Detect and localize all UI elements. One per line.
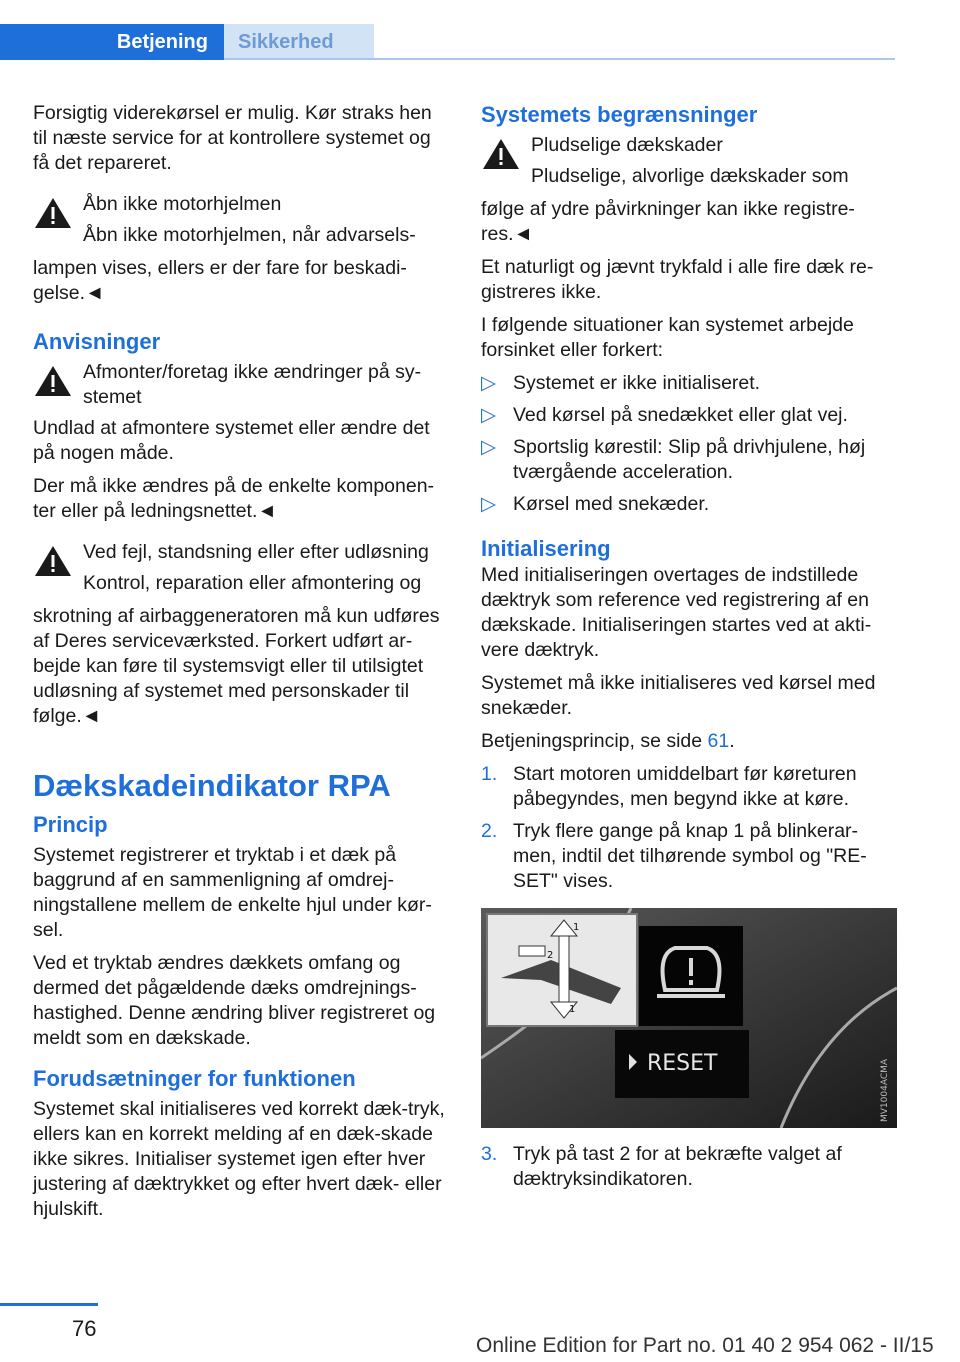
arrow-label: 1 — [569, 1004, 576, 1015]
heading-begraensninger: Systemets begrænsninger — [481, 102, 758, 127]
heading-anvisninger: Anvisninger — [33, 329, 161, 354]
bullet-triangle-icon: ▷ — [481, 372, 496, 394]
warning-body: Der må ikke ændres på de enkelte komponen-ter eller på ledningsnettet.◄ — [33, 475, 435, 522]
warning-body: Undlad at afmontere systemet eller ændre det på nogen måde. — [33, 417, 430, 464]
footer-edition: Online Edition for Part no. 01 40 2 954 062 - II/15 — [476, 1334, 934, 1357]
tab-sikkerhed[interactable]: Sikkerhed — [224, 24, 374, 60]
arrow-label: 1 — [573, 922, 580, 933]
list-item: ▷ Ved kørsel på snedækket eller glat vej. — [481, 404, 848, 426]
warning-title: Pludselige dækskader — [531, 134, 723, 156]
warning-triangle-icon — [481, 137, 521, 171]
paragraph: Forsigtig viderekørsel er mulig. Kør straks hen til næste service for at kontrollere systemet og få det repareret. — [33, 102, 432, 174]
left-column — [33, 101, 451, 1230]
instrument-cluster-image — [481, 908, 897, 1128]
warning-body: lampen vises, ellers er der fare for beskadi-gelse.◄ — [33, 257, 407, 304]
warning-block — [33, 360, 451, 524]
warning-title: Åbn ikke motorhjelmen — [83, 193, 282, 215]
reset-label: RESET — [647, 1051, 718, 1076]
heading-initialisering: Initialisering — [481, 536, 611, 561]
warning-subtitle: Åbn ikke motorhjelmen, når advarsels- — [83, 224, 416, 246]
warning-body: følge af ydre påvirkninger kan ikke registre-res.◄ — [481, 198, 855, 245]
warning-triangle-icon — [33, 364, 73, 398]
warning-body: skrotning af airbaggeneratoren må kun udføres af Deres serviceværksted. Forkert udført ar-bejde kan føre til systemsvigt eller til utilsigtet udløsning af systemet med personskader til følge.◄ — [33, 605, 440, 727]
warning-block — [481, 133, 883, 247]
steps-list — [481, 1142, 883, 1192]
chapter-tabs — [0, 24, 895, 62]
bullet-triangle-icon: ▷ — [481, 404, 496, 426]
figure-code: MV1004ACMA — [880, 1058, 890, 1122]
paragraph: I følgende situationer kan systemet arbejde forsinket eller forkert: — [481, 314, 854, 361]
list-item: 3. Tryk på tast 2 for at bekræfte valget af dæktryksindikatoren. — [481, 1143, 842, 1190]
arrow-label: 2 — [547, 950, 554, 961]
tab-betjening[interactable]: Betjening — [0, 24, 224, 60]
warning-block — [33, 540, 451, 729]
paragraph: Et naturligt og jævnt trykfald i alle fire dæk re-gistreres ikke. — [481, 256, 874, 303]
warning-subtitle: Kontrol, reparation eller afmontering og — [83, 572, 422, 594]
warning-triangle-icon — [33, 544, 73, 578]
bullet-triangle-icon: ▷ — [481, 493, 496, 515]
steps-list — [481, 762, 883, 894]
warning-block — [33, 192, 451, 306]
paragraph: Med initialiseringen overtages de indstillede dæktryk som reference ved registrering af en dækskade. Initialiseringen startes ved at akti-vere dæktryk. — [481, 564, 872, 661]
list-item: ▷ Systemet er ikke initialiseret. — [481, 372, 761, 394]
paragraph: Systemet registrerer et tryktab i et dæk på baggrund af en sammenligning af omdrej-ningstallene mellem de enkelte hjul under kør-sel. — [33, 844, 432, 941]
right-column — [481, 101, 890, 1202]
warning-triangle-icon — [33, 196, 73, 230]
figure-reset-display — [481, 908, 897, 1128]
paragraph: Systemet må ikke initialiseres ved kørsel med snekæder. — [481, 672, 876, 719]
heading-princip: Princip — [33, 812, 108, 837]
tab-underline — [224, 58, 895, 60]
bullet-triangle-icon: ▷ — [481, 436, 496, 458]
bullet-list — [481, 371, 883, 517]
warning-subtitle: Pludselige, alvorlige dækskader som — [531, 165, 849, 187]
list-item: ▷ Kørsel med snekæder. — [481, 493, 710, 515]
page-link[interactable]: 61 — [707, 730, 730, 752]
paragraph: Systemet skal initialiseres ved korrekt dæk-tryk, ellers kan en korrekt melding af en dæk-skade ikke sikres. Initialiser systemet igen efter hver justering af dæktrykket og efter hvert dæk- eller hjulskift. — [33, 1098, 445, 1220]
heading-forudsaetninger: Forudsætninger for funktionen — [33, 1066, 356, 1091]
list-item: 1. Start motoren umiddelbart før køreturen påbegyndes, men begynd ikke at køre. — [481, 763, 857, 810]
page-number: 76 — [72, 1316, 97, 1341]
section-title: Dækskadeindikator RPA — [33, 768, 391, 803]
list-item: ▷ Sportslig kørestil: Slip på drivhjulene, høj tværgående acceleration. — [481, 436, 866, 483]
list-item: 2. Tryk flere gange på knap 1 på blinkerar-men, indtil det tilhørende symbol og "RE-SET" vises. — [481, 820, 867, 892]
paragraph: Ved et tryktab ændres dækkets omfang og dermed det pågældende dæks omdrejnings-hastighed. Denne ændring bliver registreret og meldt som en dækskade. — [33, 952, 436, 1049]
warning-title: Ved fejl, standsning eller efter udløsning — [83, 541, 429, 563]
page-number-rule — [0, 1303, 98, 1306]
warning-title: Afmonter/foretag ikke ændringer på sy-stemet — [83, 361, 422, 408]
paragraph: Betjeningsprincip, se side 61. — [481, 730, 735, 752]
